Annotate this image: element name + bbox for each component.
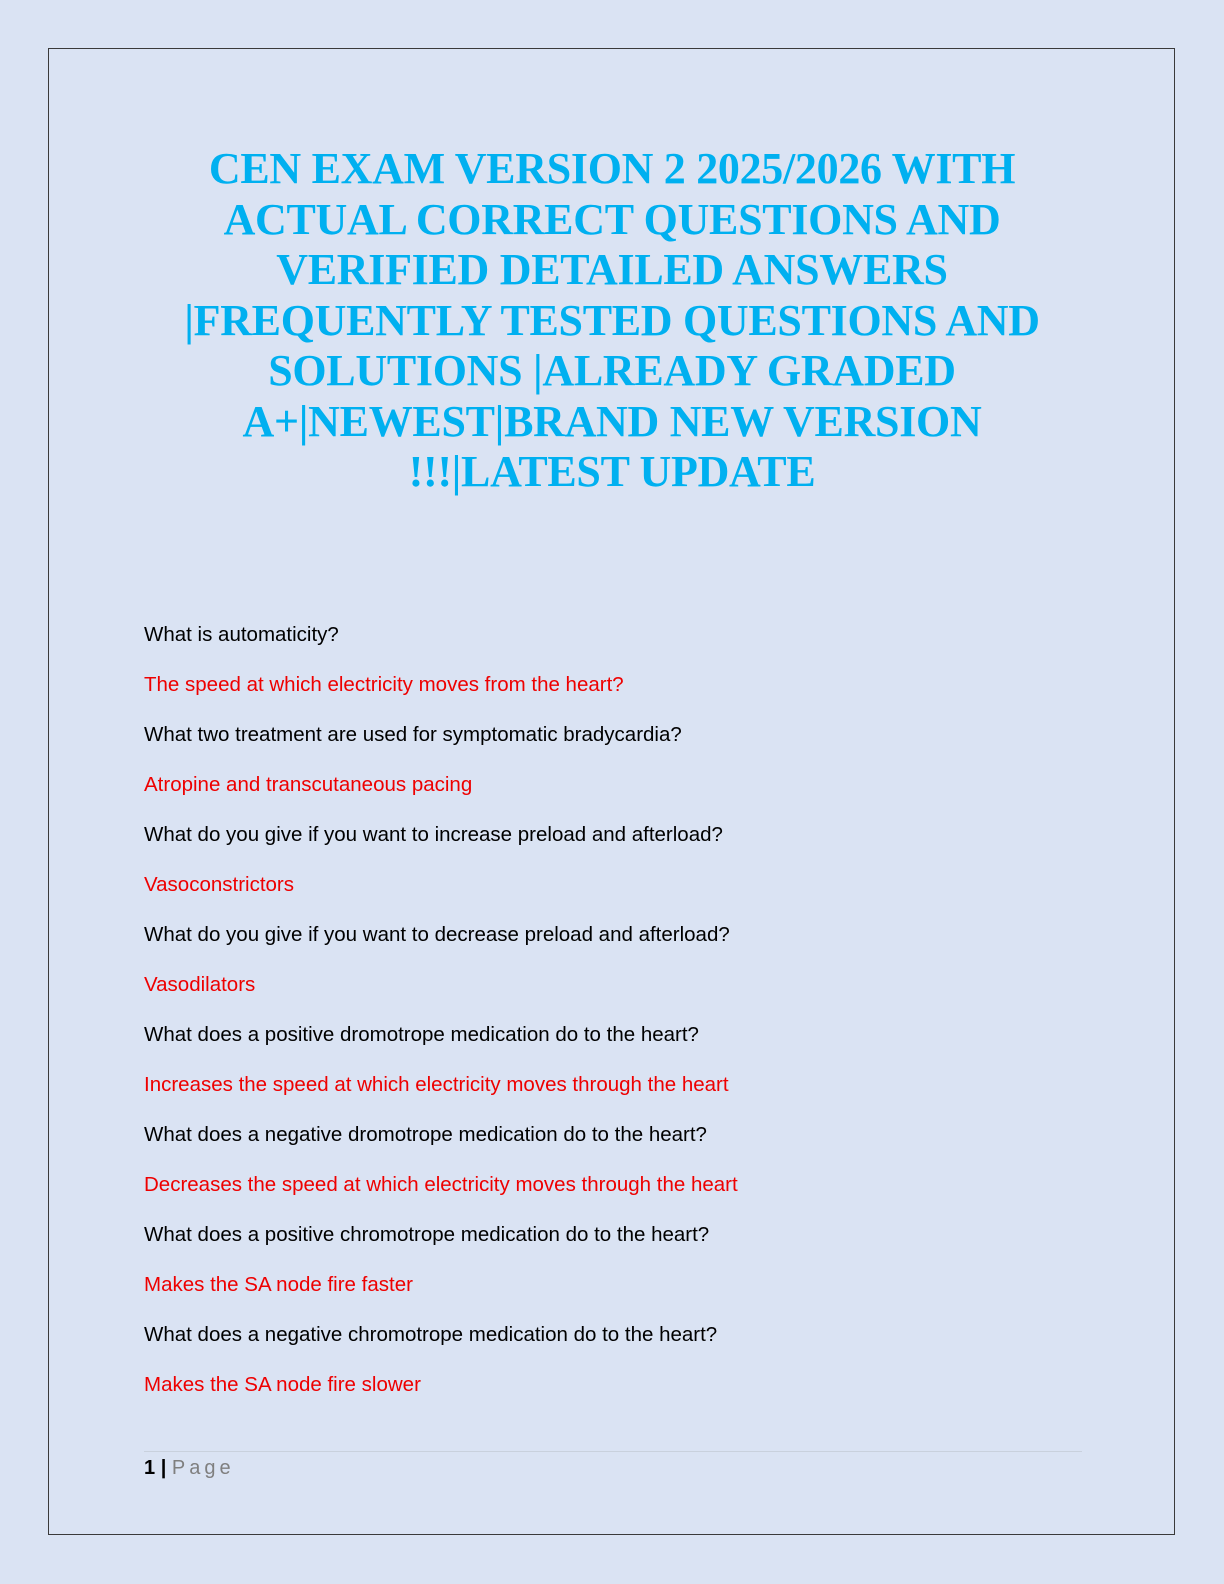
title-line: |FREQUENTLY TESTED QUESTIONS AND [184, 295, 1040, 345]
page-number: 1 [144, 1457, 156, 1479]
title-line: !!!|LATEST UPDATE [408, 447, 816, 496]
answer-text: Atropine and transcutaneous pacing [144, 773, 473, 796]
page-label: Page [171, 1457, 235, 1479]
title-line: A+|NEWEST|BRAND NEW VERSION [242, 396, 982, 446]
answer-text: Makes the SA node fire slower [144, 1373, 421, 1396]
question-text: What does a negative dromotrope medication do to the heart? [144, 1123, 707, 1146]
footer-divider [144, 1451, 1082, 1452]
question-text: What do you give if you want to increase preload and afterload? [144, 823, 723, 846]
answer-text: Increases the speed at which electricity moves through the heart [144, 1073, 729, 1096]
title-line: SOLUTIONS |ALREADY GRADED [268, 346, 956, 395]
title-line: ACTUAL CORRECT QUESTIONS AND [223, 194, 1001, 244]
title-line: VERIFIED DETAILED ANSWERS [276, 245, 948, 294]
document-title [150, 144, 1074, 498]
footer-separator: | [160, 1457, 167, 1479]
answer-text: Vasodilators [144, 973, 256, 996]
page-footer [144, 1455, 235, 1481]
answer-text: The speed at which electricity moves from the heart? [144, 673, 624, 696]
question-text: What do you give if you want to decrease preload and afterload? [144, 923, 730, 946]
question-text: What two treatment are used for symptomatic bradycardia? [144, 723, 682, 746]
qa-list [144, 622, 1084, 1422]
question-text: What does a positive dromotrope medication do to the heart? [144, 1023, 699, 1046]
title-line: CEN EXAM VERSION 2 2025/2026 WITH [208, 144, 1016, 193]
question-text: What does a negative chromotrope medication do to the heart? [144, 1323, 718, 1346]
answer-text: Decreases the speed at which electricity moves through the heart [144, 1173, 738, 1196]
answer-text: Vasoconstrictors [144, 873, 295, 896]
question-text: What does a positive chromotrope medication do to the heart? [144, 1223, 710, 1246]
answer-text: Makes the SA node fire faster [144, 1273, 413, 1296]
question-text: What is automaticity? [144, 623, 339, 646]
